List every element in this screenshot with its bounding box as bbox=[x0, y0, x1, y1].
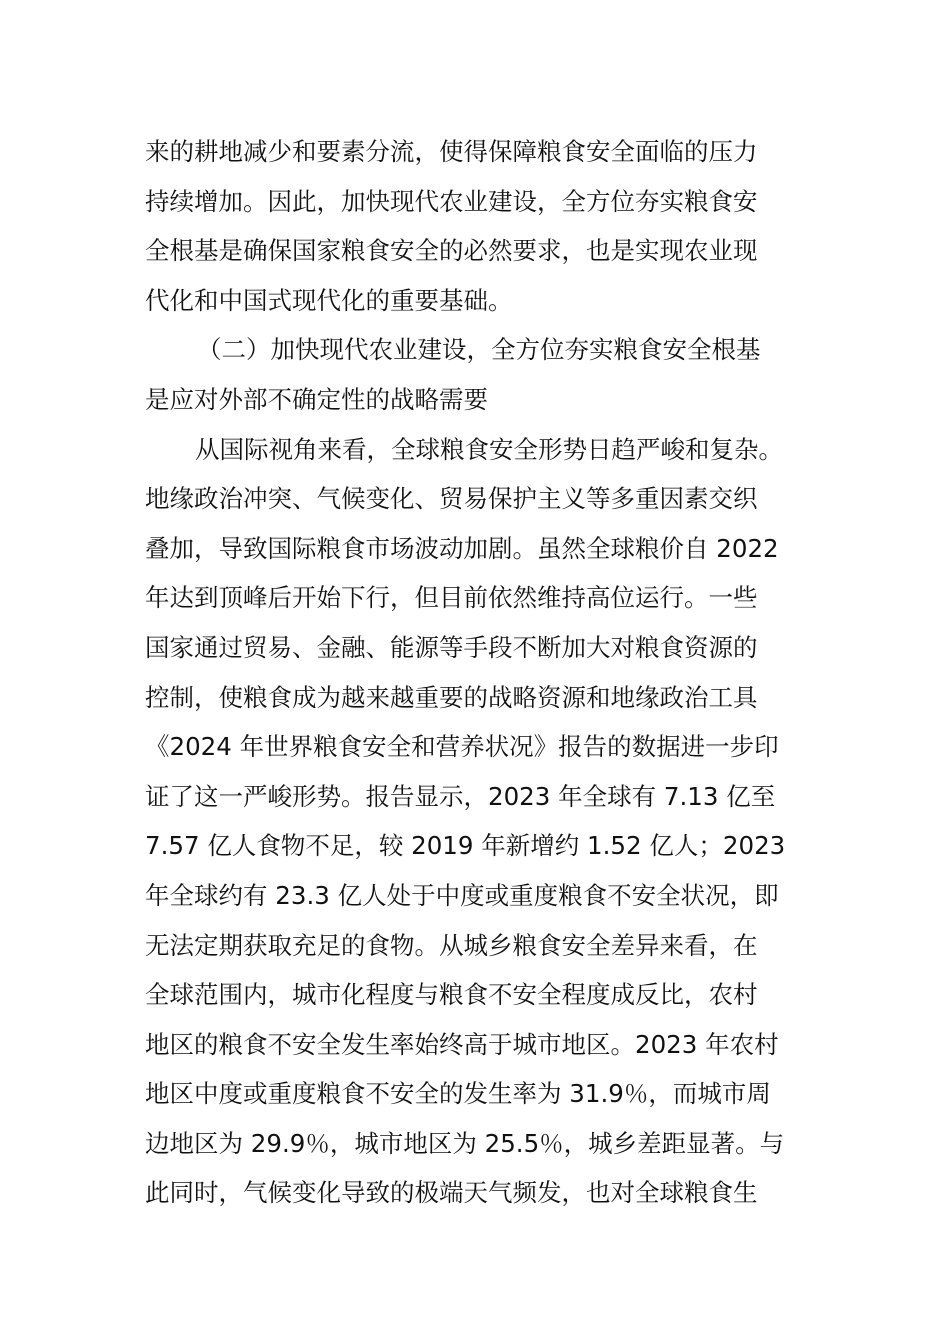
text-line: 《2024 年世界粮食安全和营养状况》报告的数据进一步印 bbox=[145, 732, 779, 762]
text-line: 边地区为 29.9％，城市地区为 25.5％，城乡差距显著。与 bbox=[145, 1128, 785, 1158]
text-line: 来的耕地减少和要素分流，使得保障粮食安全面临的压力 bbox=[145, 137, 758, 166]
text-line: 年全球约有 23.3 亿人处于中度或重度粮食不安全状况，即 bbox=[145, 880, 779, 910]
text-line: 年达到顶峰后开始下行，但目前依然维持高位运行。一些 bbox=[145, 583, 758, 613]
text-line: 代化和中国式现代化的重要基础。 bbox=[145, 285, 513, 315]
text-line: 7.57 亿人食物不足，较 2019 年新增约 1.52 亿人；2023 bbox=[145, 831, 786, 861]
text-line: 无法定期获取充足的食物。从城乡粮食安全差异来看，在 bbox=[145, 930, 758, 960]
text-line: 此同时，气候变化导致的极端天气频发，也对全球粮食生 bbox=[145, 1178, 758, 1208]
section-heading-line: 是应对外部不确定性的战略需要 bbox=[145, 384, 488, 414]
text-line: 地区的粮食不安全发生率始终高于城市地区。2023 年农村 bbox=[145, 1029, 779, 1059]
text-line: 国家通过贸易、金融、能源等手段不断加大对粮食资源的 bbox=[145, 632, 758, 662]
section-heading-line: （二）加快现代农业建设，全方位夯实粮食安全根基 bbox=[197, 335, 761, 365]
text-line: 持续增加。因此，加快现代农业建设，全方位夯实粮食安 bbox=[145, 186, 758, 216]
text-line: 地缘政治冲突、气候变化、贸易保护主义等多重因素交织 bbox=[145, 484, 758, 514]
text-line: 控制，使粮食成为越来越重要的战略资源和地缘政治工具 bbox=[145, 682, 758, 712]
text-line: 叠加，导致国际粮食市场波动加剧。虽然全球粮价自 2022 bbox=[145, 533, 779, 563]
text-line: 全球范围内，城市化程度与粮食不安全程度成反比，农村 bbox=[145, 980, 758, 1010]
text-line: 全根基是确保国家粮食安全的必然要求，也是实现农业现 bbox=[145, 236, 758, 266]
paragraph-first-line: 从国际视角来看，全球粮食安全形势日趋严峻和复杂。 bbox=[195, 434, 783, 464]
text-line: 证了这一严峻形势。报告显示，2023 年全球有 7.13 亿至 bbox=[145, 781, 776, 811]
body-text bbox=[145, 127, 815, 1218]
text-line: 地区中度或重度粮食不安全的发生率为 31.9％，而城市周 bbox=[145, 1079, 771, 1109]
